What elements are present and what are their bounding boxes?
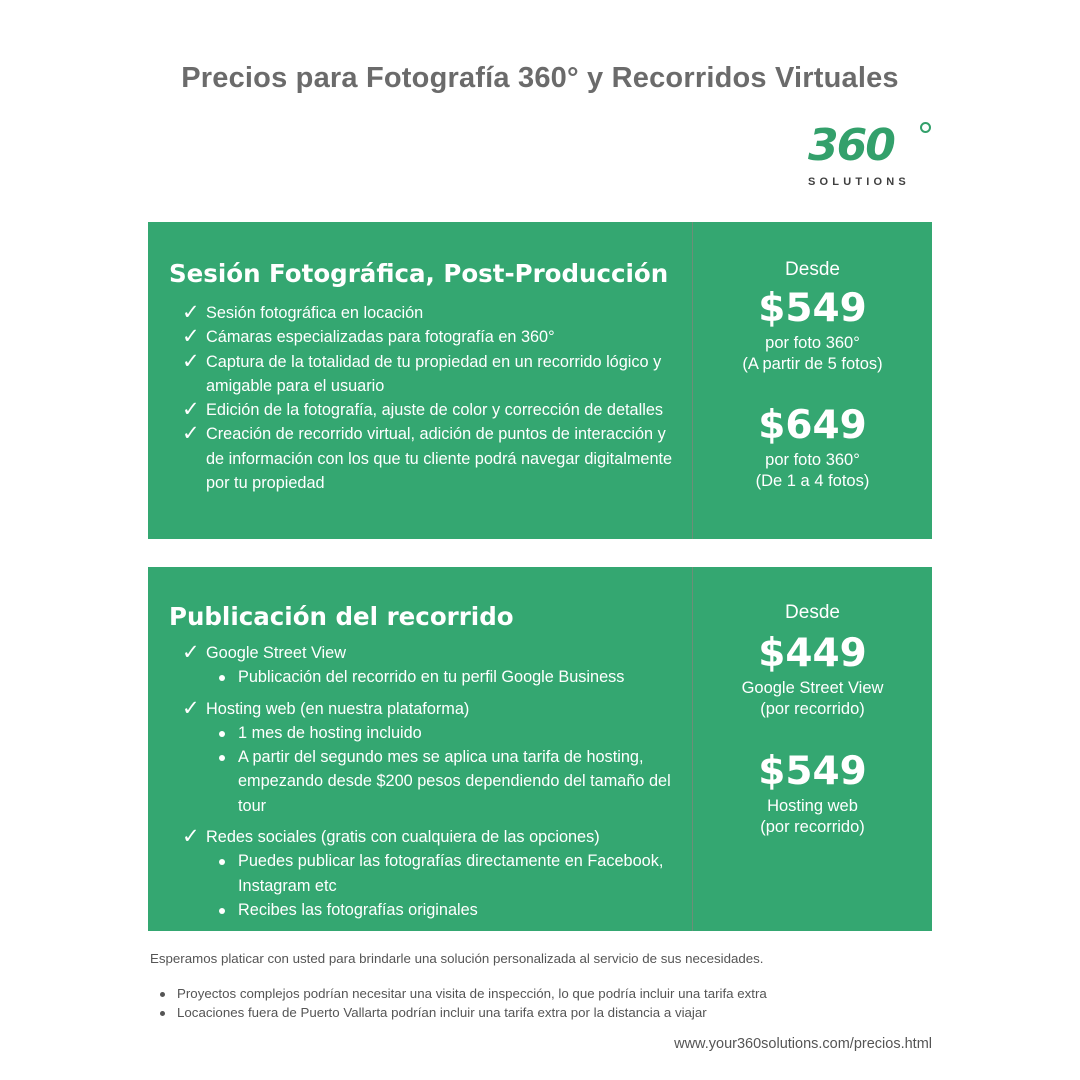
price-note: por foto 360° [765, 451, 860, 469]
checkmark-icon: ✓ [182, 696, 200, 720]
pricing-column [693, 222, 932, 492]
price-condition: (por recorrido) [760, 818, 865, 836]
bullet-icon [160, 992, 165, 997]
sub-item: Puedes publicar las fotografías directamente en Facebook, Instagram etc [169, 849, 685, 898]
sub-item: A partir del segundo mes se aplica una tarifa de hosting, empezando desde $200 pesos dependiendo del tamaño del tour [169, 745, 685, 818]
sub-list [169, 665, 685, 689]
feature-item: ✓ Redes sociales (gratis con cualquiera de las opciones) [182, 825, 600, 849]
bullet-icon [219, 755, 225, 761]
logo-mark: 360 [808, 120, 894, 171]
checkmark-icon: ✓ [182, 641, 200, 664]
footer-intro: Esperamos platicar con usted para brindarle una solución personalizada al servicio de sus necesidades. [150, 951, 764, 966]
price-condition: (De 1 a 4 fotos) [755, 472, 870, 490]
feature-item: ✓ Sesión fotográfica en locación [182, 301, 424, 324]
checkmark-icon: ✓ [182, 398, 200, 422]
feature-item: ✓ Creación de recorrido virtual, adición de puntos de interacción y de información con los que tu cliente podrá navegar digitalmente por tu propiedad [182, 422, 673, 493]
checkmark-icon: ✓ [182, 422, 200, 446]
price-condition: (por recorrido) [760, 700, 865, 718]
checkmark-icon: ✓ [182, 349, 200, 373]
page-title: Precios para Fotografía 360° y Recorridos Virtuales [181, 62, 899, 94]
bullet-icon [219, 675, 225, 681]
sub-item: Publicación del recorrido en tu perfil Google Business [169, 665, 685, 689]
sub-list [169, 721, 685, 818]
price-amount: $649 [758, 403, 867, 448]
footer-note: Locaciones fuera de Puerto Vallarta podrían incluir una tarifa extra por la distancia a viajar [160, 1004, 767, 1023]
feature-item: ✓ Cámaras especializadas para fotografía en 360° [182, 325, 555, 349]
price-condition: (A partir de 5 fotos) [742, 355, 883, 373]
degree-icon [920, 122, 931, 133]
bullet-icon [219, 908, 225, 914]
price-note: Hosting web [767, 797, 858, 815]
feature-list [169, 825, 685, 849]
from-label: Desde [785, 602, 840, 623]
feature-item: ✓ Edición de la fotografía, ajuste de color y corrección de detalles [182, 398, 664, 422]
feature-item: ✓ Captura de la totalidad de tu propiedad en un recorrido lógico y amigable para el usuario [182, 349, 662, 395]
bullet-icon [160, 1011, 165, 1016]
sub-item: 1 mes de hosting incluido [169, 721, 685, 745]
price-amount: $549 [758, 286, 867, 331]
feature-list [169, 697, 685, 721]
sub-list [169, 849, 685, 922]
pricing-column [693, 567, 932, 838]
panel-heading: Publicación del recorrido [169, 602, 514, 631]
from-label: Desde [785, 259, 840, 280]
logo-subtitle: SOLUTIONS [808, 176, 910, 188]
sub-item: Recibes las fotografías originales [169, 898, 685, 922]
price-note: por foto 360° [765, 334, 860, 352]
feature-list [169, 301, 685, 495]
tour-publication-panel [148, 567, 932, 931]
website-url: www.your360solutions.com/precios.html [674, 1036, 932, 1052]
bullet-icon [219, 859, 225, 865]
feature-item: ✓ Hosting web (en nuestra plataforma) [182, 696, 470, 720]
checkmark-icon: ✓ [182, 325, 200, 349]
feature-list [169, 641, 685, 665]
checkmark-icon: ✓ [182, 825, 200, 849]
price-amount: $449 [758, 631, 867, 676]
photo-session-panel [148, 222, 932, 539]
footer-note: Proyectos complejos podrían necesitar una visita de inspección, lo que podría incluir una tarifa extra [160, 985, 767, 1004]
brand-logo [806, 120, 932, 192]
price-amount: $549 [758, 749, 867, 794]
feature-item: ✓ Google Street View [182, 641, 346, 664]
price-note: Google Street View [741, 679, 884, 697]
bullet-icon [219, 731, 225, 737]
footer-notes [160, 985, 767, 1022]
panel-heading: Sesión Fotográfica, Post-Producción [169, 259, 669, 288]
checkmark-icon: ✓ [182, 301, 200, 324]
